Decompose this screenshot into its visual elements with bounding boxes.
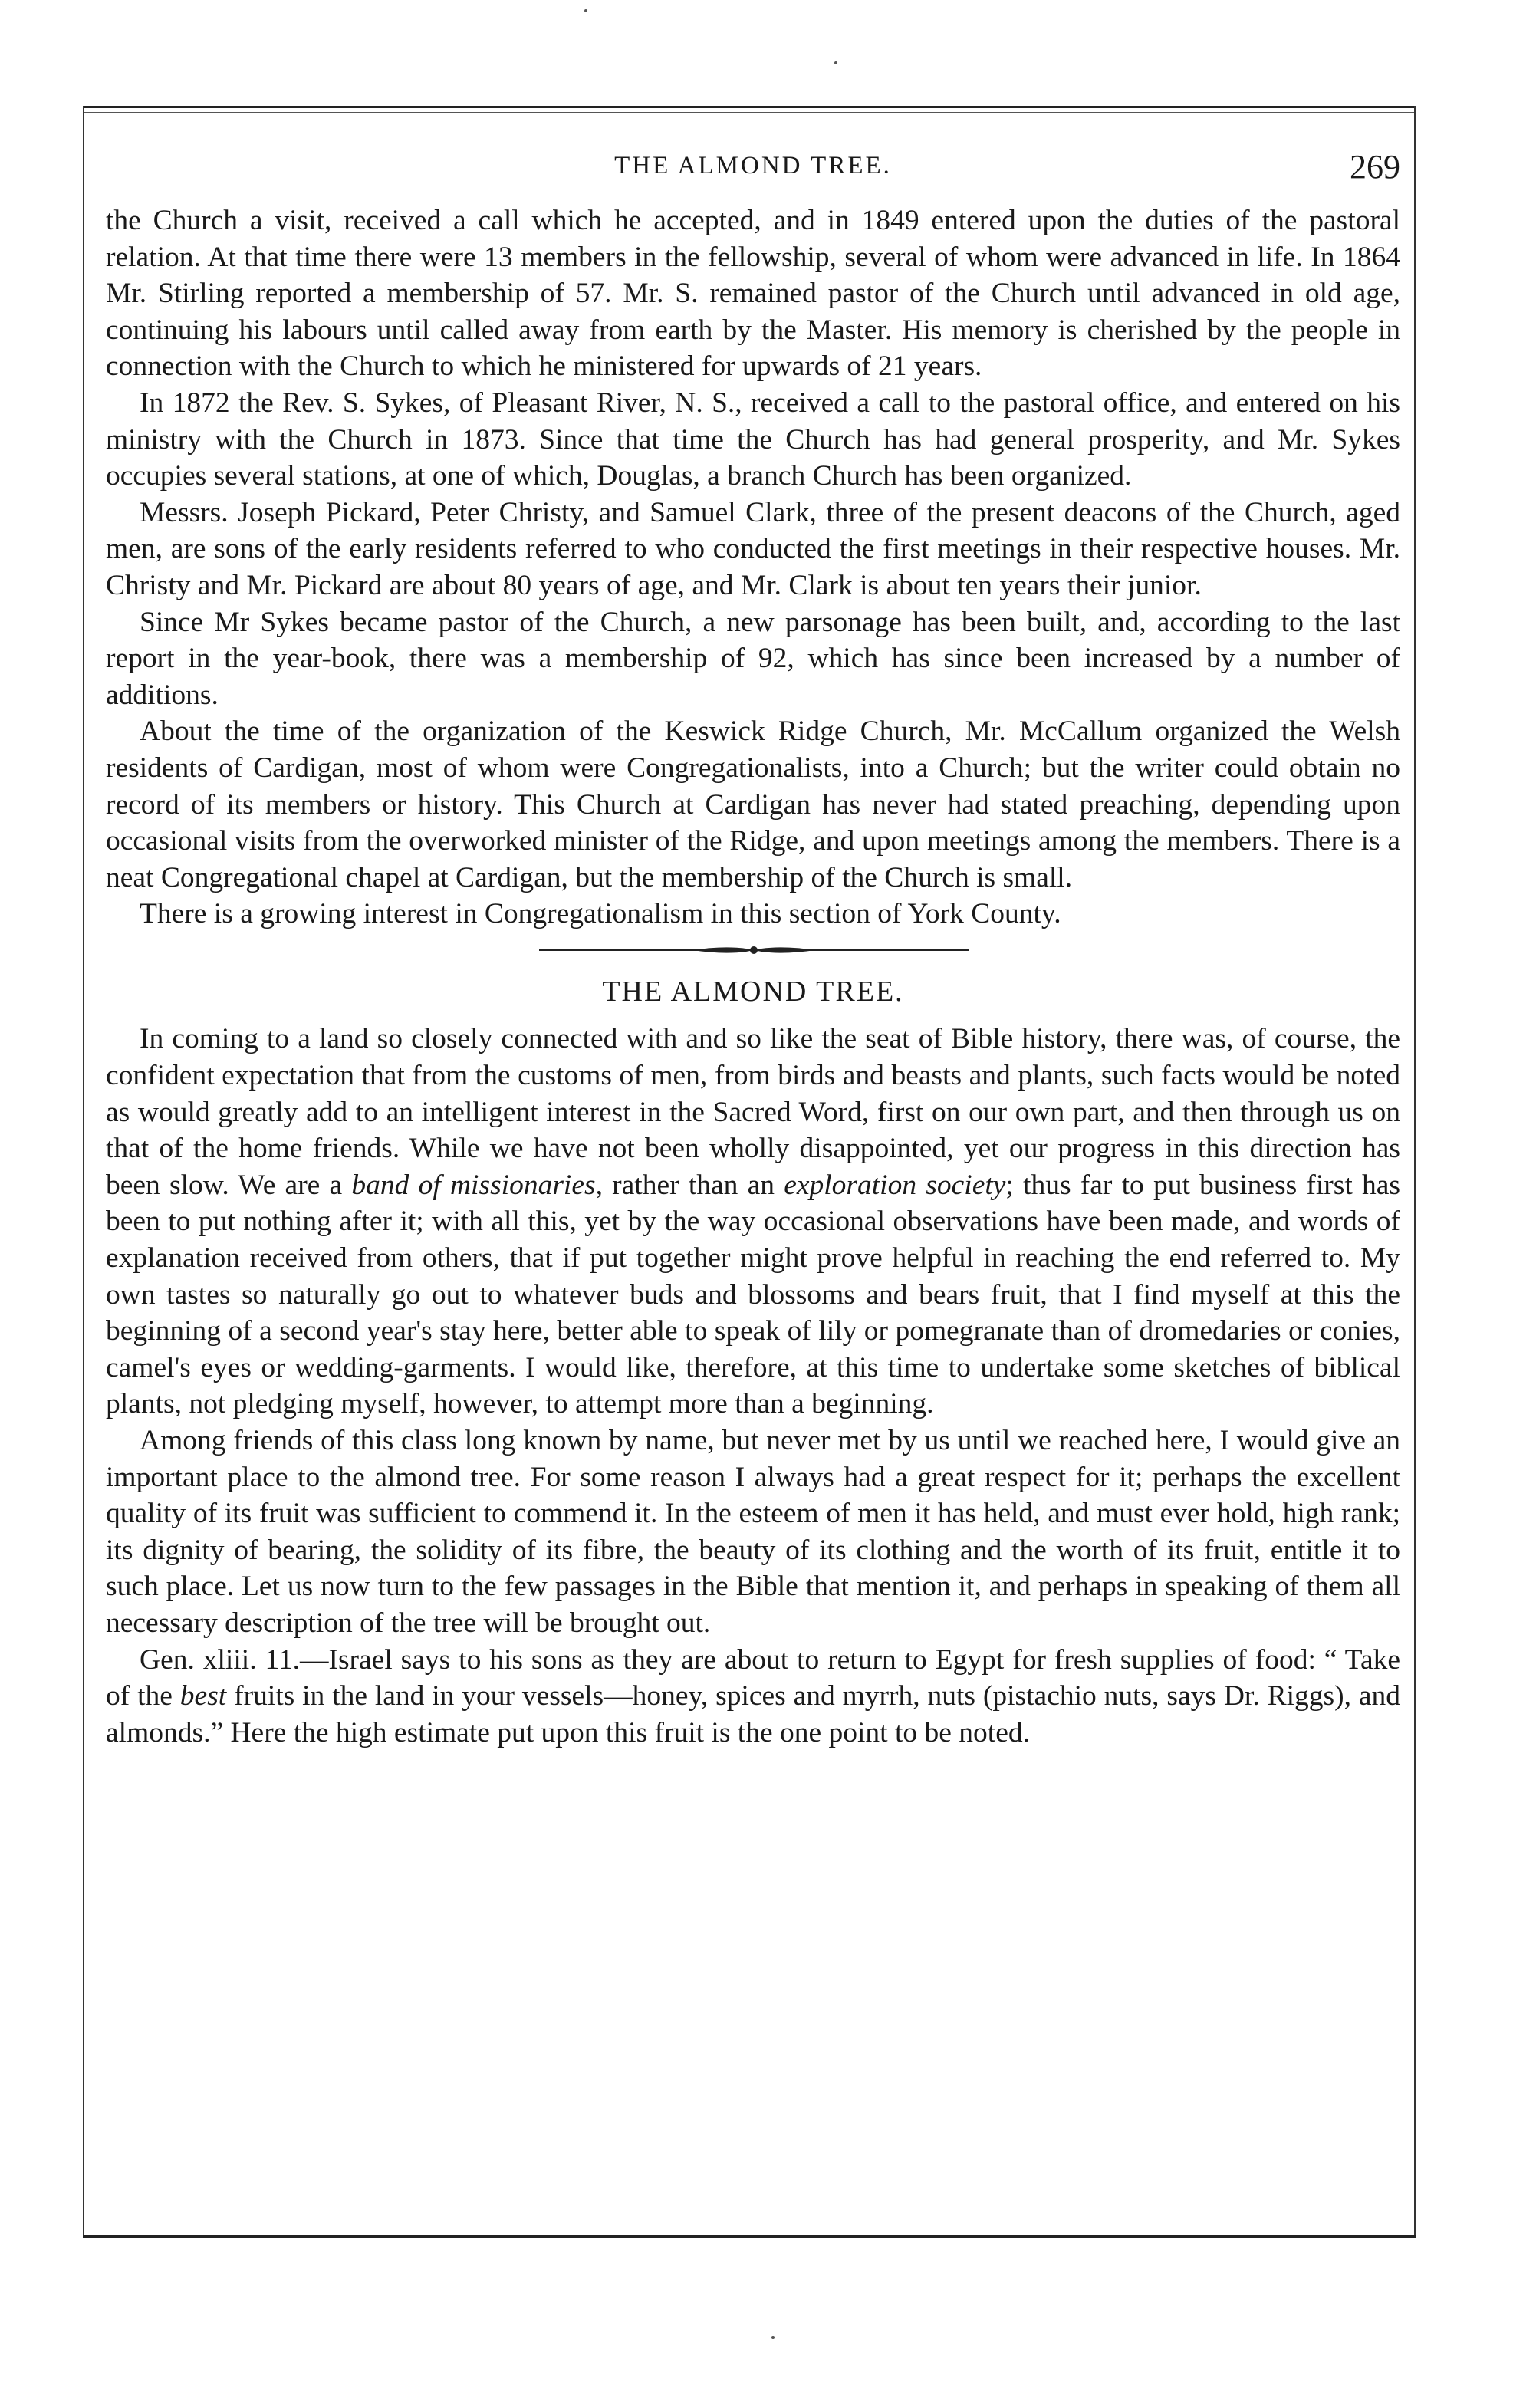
article-paragraph-1-text-c: ; thus far to put business first has been to put nothing after it; with all this, yet by the way occasional observations have been made, and words of explanation received from others, that if put together might prove helpful in reaching the end referred to. My own tastes so naturally go out to whatever buds and blossoms and bears fruit, that I find myself at this the beginning of a second year's stay here, better able to speak of lily or pomegranate than of dromedaries or conies, camel's eyes or wedding-garments. I would like, therefore, at this time to undertake some sketches of biblical plants, not pledging myself, however, to attempt more than a beginning. [106,1169,1400,1420]
article-paragraph-3 [106,1642,1400,1752]
page-body [106,202,1400,1751]
print-speck [834,61,837,64]
top-rule-thin [83,112,1416,113]
continuation-paragraph-5: About the time of the organization of the Keswick Ridge Church, Mr. McCallum organized the Welsh residents of Cardigan, most of whom were Congregationalists, into a Church; but the writer could obtain no record of its members or history. This Church at Cardigan has never had stated preaching, depending upon occasional visits from the overworked minister of the Ridge, and upon meetings among the members. There is a neat Congregational chapel at Cardigan, but the membership of the Church is small. [106,715,1400,893]
continuation-paragraph-4: Since Mr Sykes became pastor of the Church, a new parsonage has been built, and, according to the last report in the year-book, there was a membership of 92, which has since been increased by a number of additions. [106,606,1400,711]
continuation-paragraph-1: the Church a visit, received a call which he accepted, and in 1849 entered upon the duties of the pastoral relation. At that time there were 13 members in the fellowship, several of whom were advanced in life. In 1864 Mr. Stirling reported a membership of 57. Mr. S. remained pastor of the Church until advanced in old age, continuing his labours until called away from earth by the Master. His memory is cherished by the people in connection with the Church to which he ministered for upwards of 21 years. [106,205,1400,383]
article-paragraph-1-emphasis-2: exploration society [784,1169,1006,1201]
article-paragraph-1 [106,1021,1400,1423]
continuation-paragraph-6: There is a growing interest in Congregationalism in this section of York County. [140,898,1061,930]
page-header [106,147,1400,193]
article-paragraph-3-text-b: fruits in the land in your vessels—honey, spices and myrrh, nuts (pistachio nuts, says Dr. Riggs), and almonds.” Here the high estimate put upon this fruit is the one point to be noted. [106,1680,1400,1748]
top-rule [83,106,1416,108]
continuation-paragraph-3: Messrs. Joseph Pickard, Peter Christy, and Samuel Clark, three of the present deacons of the Church, aged men, are sons of the early residents referred to who conducted the first meetings in their respective houses. Mr. Christy and Mr. Pickard are about 80 years of age, and Mr. Clark is about ten years their junior. [106,496,1400,601]
bottom-rule [83,2235,1416,2238]
section-divider [106,939,1400,965]
ornamental-rule-icon [539,939,969,962]
article-paragraph-1-text-b: , rather than an [595,1169,784,1201]
print-speck [771,2336,775,2339]
left-rule [83,106,84,2238]
page-frame [83,106,1416,2238]
article-title: THE ALMOND TREE. [602,975,904,1008]
continuation-paragraph-2: In 1872 the Rev. S. Sykes, of Pleasant River, N. S., received a call to the pastoral office, and entered on his ministry with the Church in 1873. Since that time the Church has had general prosperity, and Mr. Sykes occupies several stations, at one of which, Douglas, a branch Church has been organized. [106,387,1400,492]
article-paragraph-1-text-a: In coming to a land so closely connected with and so like the seat of Bible history, there was, of course, the confident expectation that from the customs of men, from birds and beasts and plants, such facts would be noted as would greatly add to an intelligent interest in the Sacred Word, first on our own part, and then through us on that of the home friends. While we have not been wholly disappointed, yet our progress in this direction has been slow. We are a [106,1023,1400,1201]
article-paragraph-1-emphasis-1: band of missionaries [351,1169,596,1201]
right-rule [1414,106,1416,2238]
article-paragraph-3-emphasis: best [179,1680,227,1712]
running-head: THE ALMOND TREE. [614,152,892,179]
page-number: 269 [1350,148,1400,186]
article-paragraph-2: Among friends of this class long known by name, but never met by us until we reached here, I would give an important place to the almond tree. For some reason I always had a great respect for it; perhaps the excellent quality of its fruit was sufficient to commend it. In the esteem of men it has held, and must ever hold, high rank; its dignity of bearing, the solidity of its fibre, the beauty of its clothing and the worth of its fruit, entitle it to such place. Let us now turn to the few passages in the Bible that mention it, and perhaps in speaking of them all necessary description of the tree will be brought out. [106,1425,1400,1639]
article-paragraph-3-text-a: Gen. xliii. 11.—Israel says to his sons as they are about to return to Egypt for fresh supplies of food: “ Take of the [106,1643,1400,1712]
print-speck [584,9,587,12]
